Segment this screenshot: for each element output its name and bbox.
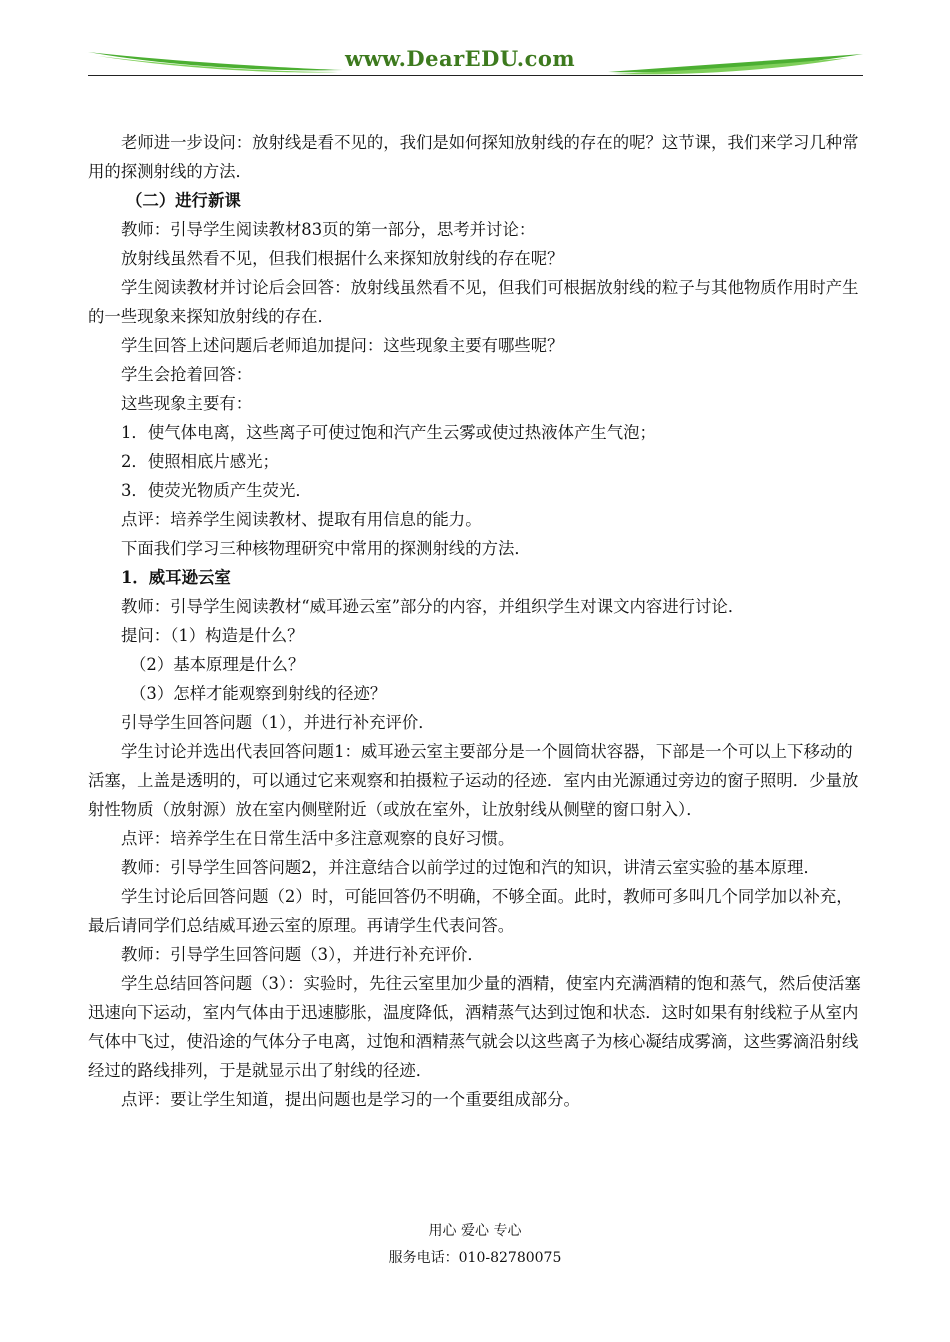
subsection-heading: 1．威耳逊云室 [121, 568, 231, 587]
paragraph: 老师进一步设问：放射线是看不见的，我们是如何探知放射线的存在的呢？这节课，我们来学习几种常用的探测射线的方法． [88, 133, 859, 181]
section-heading: （二）进行新课 [126, 191, 241, 210]
paragraph: 学生讨论后回答问题（2）时，可能回答仍不明确，不够全面。此时，教师可多叫几个同学加以补充，最后请同学们总结威耳逊云室的原理。再请学生代表问答。 [88, 887, 853, 935]
paragraph: 学生讨论并选出代表回答问题1：威耳逊云室主要部分是一个圆筒状容器，下部是一个可以上下移动的活塞，上盖是透明的，可以通过它来观察和拍摄粒子运动的径迹．室内由光源通过旁边的窗子照明．少量放射性物质（放射源）放在室内侧壁附近（或放在室外，让放射线从侧壁的窗口射入）． [88, 742, 859, 819]
paragraph: 提问：（1）构造是什么？ [121, 626, 304, 645]
footer-phone: 服务电话：010-82780075 [388, 1250, 562, 1266]
paragraph: 这些现象主要有： [121, 394, 253, 413]
paragraph: 下面我们学习三种核物理研究中常用的探测射线的方法． [121, 539, 531, 558]
paragraph: 教师：引导学生回答问题2，并注意结合以前学过的过饱和汽的知识，讲清云室实验的基本原理． [121, 858, 820, 877]
paragraph: 学生回答上述问题后老师追加提问：这些现象主要有哪些呢？ [121, 336, 564, 355]
paragraph: 教师：引导学生回答问题（3），并进行补充评价． [121, 945, 484, 964]
paragraph: （2）基本原理是什么？ [130, 655, 305, 674]
paragraph: 点评：要让学生知道，提出问题也是学习的一个重要组成部分。 [121, 1090, 580, 1109]
paragraph: 引导学生回答问题（1），并进行补充评价． [121, 713, 435, 732]
document-body [88, 128, 866, 1114]
paragraph: 点评：培养学生阅读教材、提取有用信息的能力。 [121, 510, 482, 529]
paragraph: 点评：培养学生在日常生活中多注意观察的良好习惯。 [121, 829, 515, 848]
paragraph: 学生阅读教材并讨论后会回答：放射线虽然看不见，但我们可根据放射线的粒子与其他物质作用时产生的一些现象来探知放射线的存在． [88, 278, 859, 326]
list-item: 3．使荧光物质产生荧光． [121, 481, 312, 500]
paragraph: 教师：引导学生阅读教材“威耳逊云室”部分的内容，并组织学生对课文内容进行讨论． [121, 597, 745, 616]
logo-text[interactable]: www.DearEDU.com [345, 46, 576, 71]
paragraph: 教师：引导学生阅读教材83页的第一部分，思考并讨论： [121, 220, 536, 239]
paragraph: 学生会抢着回答： [121, 365, 253, 384]
paragraph: 放射线虽然看不见，但我们根据什么来探知放射线的存在呢？ [121, 249, 564, 268]
paragraph: 学生总结回答问题（3）：实验时，先往云室里加少量的酒精，使室内充满酒精的饱和蒸气，然后使活塞迅速向下运动，室内气体由于迅速膨胀，温度降低，酒精蒸气达到过饱和状态．这时如果有射线粒子从室内气体中飞过，使沿途的气体分子电离，过饱和酒精蒸气就会以这些离子为核心凝结成雾滴，这些雾滴沿射线经过的路线排列，于是就显示出了射线的径迹． [88, 974, 861, 1080]
paragraph: （3）怎样才能观察到射线的径迹？ [130, 684, 387, 703]
footer-slogan: 用心 爱心 专心 [428, 1223, 522, 1239]
header-divider [88, 75, 863, 76]
list-item: 2．使照相底片感光； [121, 452, 279, 471]
list-item: 1．使气体电离，这些离子可使过饱和汽产生云雾或使过热液体产生气泡； [121, 423, 656, 442]
